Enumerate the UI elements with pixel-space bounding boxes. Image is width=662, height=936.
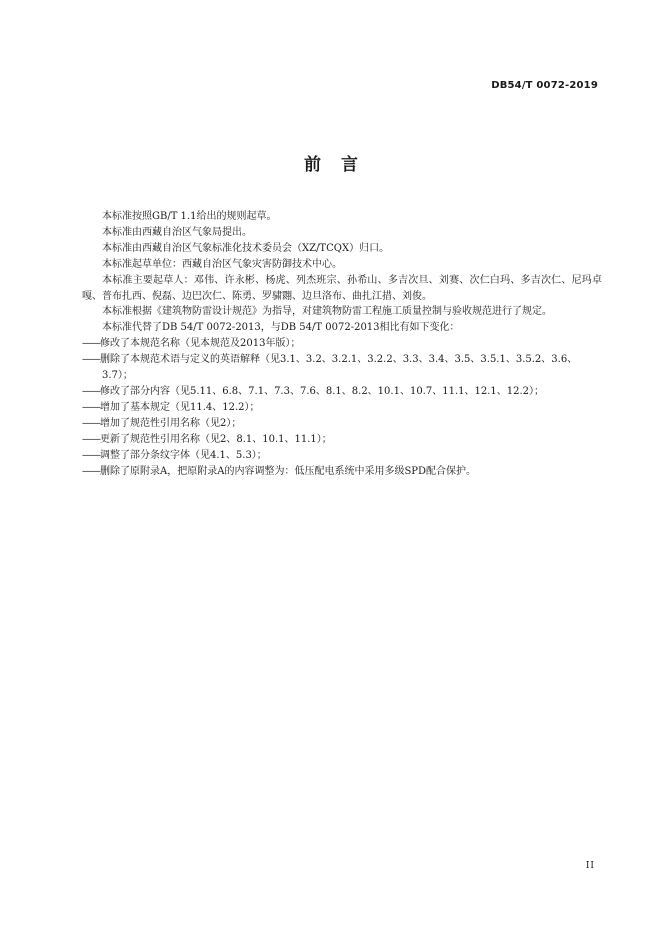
list-item (82, 416, 602, 432)
changes-list (82, 336, 602, 479)
list-dash: —— (82, 449, 100, 461)
list-item (82, 400, 602, 416)
list-item (82, 352, 602, 384)
list-dash: —— (82, 338, 100, 350)
list-dash: —— (82, 401, 100, 413)
page-title: 前言 (304, 155, 378, 175)
paragraph-drafting-rules: 本标准按照GB/T 1.1给出的规则起草。 (102, 211, 277, 222)
list-dash: —— (82, 417, 100, 429)
paragraph-administrator: 本标准由西藏自治区气象标准化技术委员会（XZ/TCQX）归口。 (102, 242, 390, 254)
list-item (82, 336, 602, 352)
list-item (82, 448, 602, 464)
document-code: DB54/T 0072-2019 (491, 80, 598, 91)
page-number: II (585, 861, 595, 871)
paragraph-proposer: 本标准由西藏自治区气象局提出。 (102, 226, 252, 238)
list-item (82, 432, 602, 448)
list-item-text: 删除了原附录A，把原附录A的内容调整为：低压配电系统中采用多级SPD配合保护。 (100, 465, 477, 477)
paragraph-guidance: 本标准根据《建筑物防雷设计规范》为指导，对建筑物防雷工程施工质量控制与验收规范进行了规定。 (102, 306, 552, 318)
list-item-text: 修改了部分内容（见5.11、6.8、7.1、7.3、7.6、8.1、8.2、10.1、10.7、11.1、12.1、12.2）； (100, 385, 545, 397)
list-dash: —— (82, 354, 100, 366)
paragraph-drafting-unit: 本标准起草单位：西藏自治区气象灾害防御技术中心。 (102, 258, 342, 270)
paragraph-replacement: 本标准代替了DB 54/T 0072-2013，与DB 54/T 0072-2013相比有如下变化： (102, 322, 460, 334)
list-item-text: 修改了本规范名称（见本规范及2013年版）； (100, 338, 301, 350)
list-dash: —— (82, 385, 100, 397)
list-item-text: 更新了规范性引用名称（见2、8.1、10.1、11.1）； (100, 433, 332, 445)
foreword-body (82, 209, 602, 479)
list-item (82, 464, 602, 480)
list-item-text: 调整了部分条纹字体（见4.1、5.3）； (100, 449, 267, 461)
list-dash: —— (82, 433, 100, 445)
list-item-text: 删除了本规范术语与定义的英语解释（见3.1、3.2、3.2.1、3.2.2、3.3、3.4、3.5、3.5.1、3.5.2、3.6、3.7）； (100, 354, 578, 382)
list-item (82, 384, 602, 400)
list-item-text: 增加了基本规定（见11.4、12.2）； (100, 401, 260, 413)
list-item-text: 增加了规范性引用名称（见2）； (100, 417, 242, 429)
list-dash: —— (82, 465, 100, 477)
paragraph-drafters: 本标准主要起草人：邓伟、许永彬、杨虎、列杰班宗、孙希山、多吉次旦、刘赛、次仁白玛、多吉次仁、尼玛卓嘎、普布扎西、倪磊、边巴次仁、陈勇、罗骕翾、边旦洛布、曲扎江措、刘俊。 (82, 274, 602, 302)
